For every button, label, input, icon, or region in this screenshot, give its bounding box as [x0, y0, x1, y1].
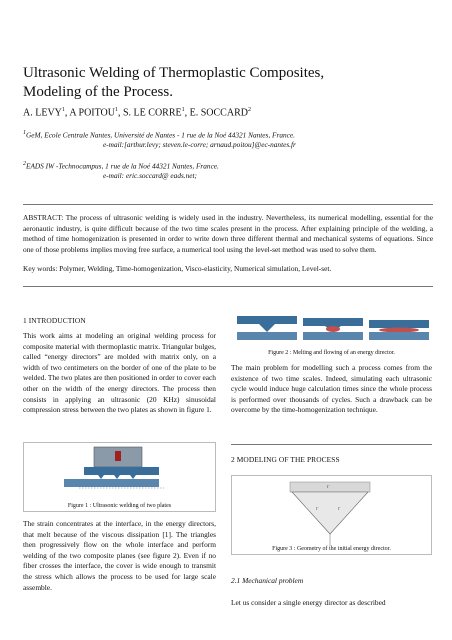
- plate: [303, 332, 363, 340]
- figure-1-caption: Figure 1 : Ultrasonic welding of two plates: [67, 503, 172, 509]
- title-line-2: Modeling of the Process.: [23, 84, 173, 100]
- intro-paragraph-1: This work aims at modeling an original welding process for composite material with thermoplastic matrix. Triangular bulges, called “energy directors” are molded with matrix only, on a width of two centimeters on the border of one of the plate to be welded. The two plates are then positioned in order to cover each other on the width of the energy directors. The process then consists in applying an ultrasonic (20 KHz) sinusoidal compression stress between the two plates as shown in figure 1.: [23, 331, 216, 415]
- abstract: ABSTRACT: The process of ultrasonic welding is widely used in the industry. Nevertheless, its numerical modelling, essential for the aeronautic industry, is quite difficult because of the two time scales present in the process. After explaining principle of the welding, a method of time homogenization is presented in order to write down three different thermal and mechanical systems of equations. Since one of those problems implies moving free surface, a numerical tool using the level-set method was used to solve them.: [23, 213, 433, 254]
- intro-paragraph-2: The strain concentrates at the interface, in the energy directors, that melt because of the viscous dissipation [1]. The triangles then progressively flow on the whole interface and perform welding of the two composite planes (see figure 2). Even if no fiber crosses the interface, the cover is wide enough to transmit the stress which allows the process to be used for large scale assemble.: [23, 519, 216, 592]
- subsection-heading: 2.1 Mechanical problem: [231, 576, 304, 585]
- figure-2-caption: Figure 2 : Melting and flowing of an energy director.: [268, 350, 395, 356]
- triangle-director: [292, 492, 368, 534]
- author-name: A POITOU: [69, 107, 115, 119]
- author-affiliation-mark: 1: [61, 107, 65, 113]
- figure-2: [231, 310, 432, 342]
- right-paragraph-1: The main problem for modelling such a process comes from the existence of two time scales. Indeed, simulating each ultrasonic cycle would induce huge calculation times since the whole process is performed over thousands of cycles. Such a drawback can be overcome by the time-homogenization technique.: [231, 363, 432, 415]
- melt-zone: [326, 326, 340, 332]
- figure-3-caption: Figure 3 : Geometry of the initial energy director.: [272, 546, 391, 552]
- energy-director-melting-diagram: [231, 310, 432, 342]
- affiliation-address: GeM, Ecole Centrale Nantes, Université de Nantes - 1 rue de la Noé 44321 Nantes, France.: [26, 130, 295, 140]
- plate: [303, 318, 363, 326]
- author-affiliation-mark: 2: [247, 107, 251, 113]
- boundary-label: Γ: [327, 484, 330, 489]
- author-affiliation-mark: 1: [115, 107, 118, 113]
- section-heading-introduction: 1 INTRODUCTION: [23, 316, 86, 325]
- plate: [369, 332, 429, 340]
- affiliation-1: [23, 129, 433, 149]
- right-paragraph-2: Let us consider a single energy director as described: [231, 598, 386, 607]
- divider: [231, 444, 432, 445]
- plate: [369, 320, 429, 328]
- bottom-plate: [64, 479, 159, 487]
- boundary-label: Γ: [338, 506, 341, 511]
- author-name: S. LE CORRE: [123, 107, 182, 119]
- author-affiliation-mark: 1: [181, 107, 185, 113]
- upper-plate-section: [290, 482, 370, 492]
- author-name: A. LEVY: [23, 107, 62, 119]
- melt-zone: [379, 328, 419, 333]
- section-heading-modeling: 2 MODELING OF THE PROCESS: [231, 455, 340, 464]
- affiliation-address: EADS IW -Technocampus, 1 rue de la Noé 44321 Nantes, France.: [26, 161, 219, 171]
- divider: [23, 286, 433, 287]
- energy-director: [130, 475, 136, 479]
- title-line-1: Ultrasonic Welding of Thermoplastic Composites,: [23, 65, 325, 81]
- energy-director: [259, 324, 275, 332]
- affiliation-mark: 2: [23, 161, 26, 167]
- plate: [237, 316, 297, 324]
- boundary-label: Γ: [316, 506, 319, 511]
- energy-director: [98, 475, 104, 479]
- affiliation-2: [23, 160, 433, 180]
- energy-director-geometry-diagram: [232, 476, 431, 554]
- plate: [237, 332, 297, 340]
- energy-director: [114, 475, 120, 479]
- top-plate: [84, 467, 159, 475]
- author-list: A. LEVY$^1$, A POITOU$^1$, S. LE CORRE$^1$, E. SOCCARD$^2$: [23, 107, 251, 119]
- affiliation-email: e-mail: eric.soccard@ eads.net;: [103, 170, 197, 180]
- ultrasonic-welding-diagram: [24, 443, 215, 511]
- author-name: E. SOCCARD: [189, 107, 248, 119]
- affiliation-email: e-mail:[arthur.levy; steven.le-corre; arnaud.poitou]@ec-nantes.fr: [103, 139, 296, 149]
- figure-3: [231, 475, 432, 555]
- keywords: Key words: Polymer, Welding, Time-homogenization, Visco-elasticity, Numerical simulation, Level-set.: [23, 264, 332, 273]
- horn-arrow: [115, 451, 121, 461]
- divider: [23, 204, 433, 205]
- affiliation-mark: 1: [23, 130, 26, 136]
- paper-title: [23, 64, 423, 102]
